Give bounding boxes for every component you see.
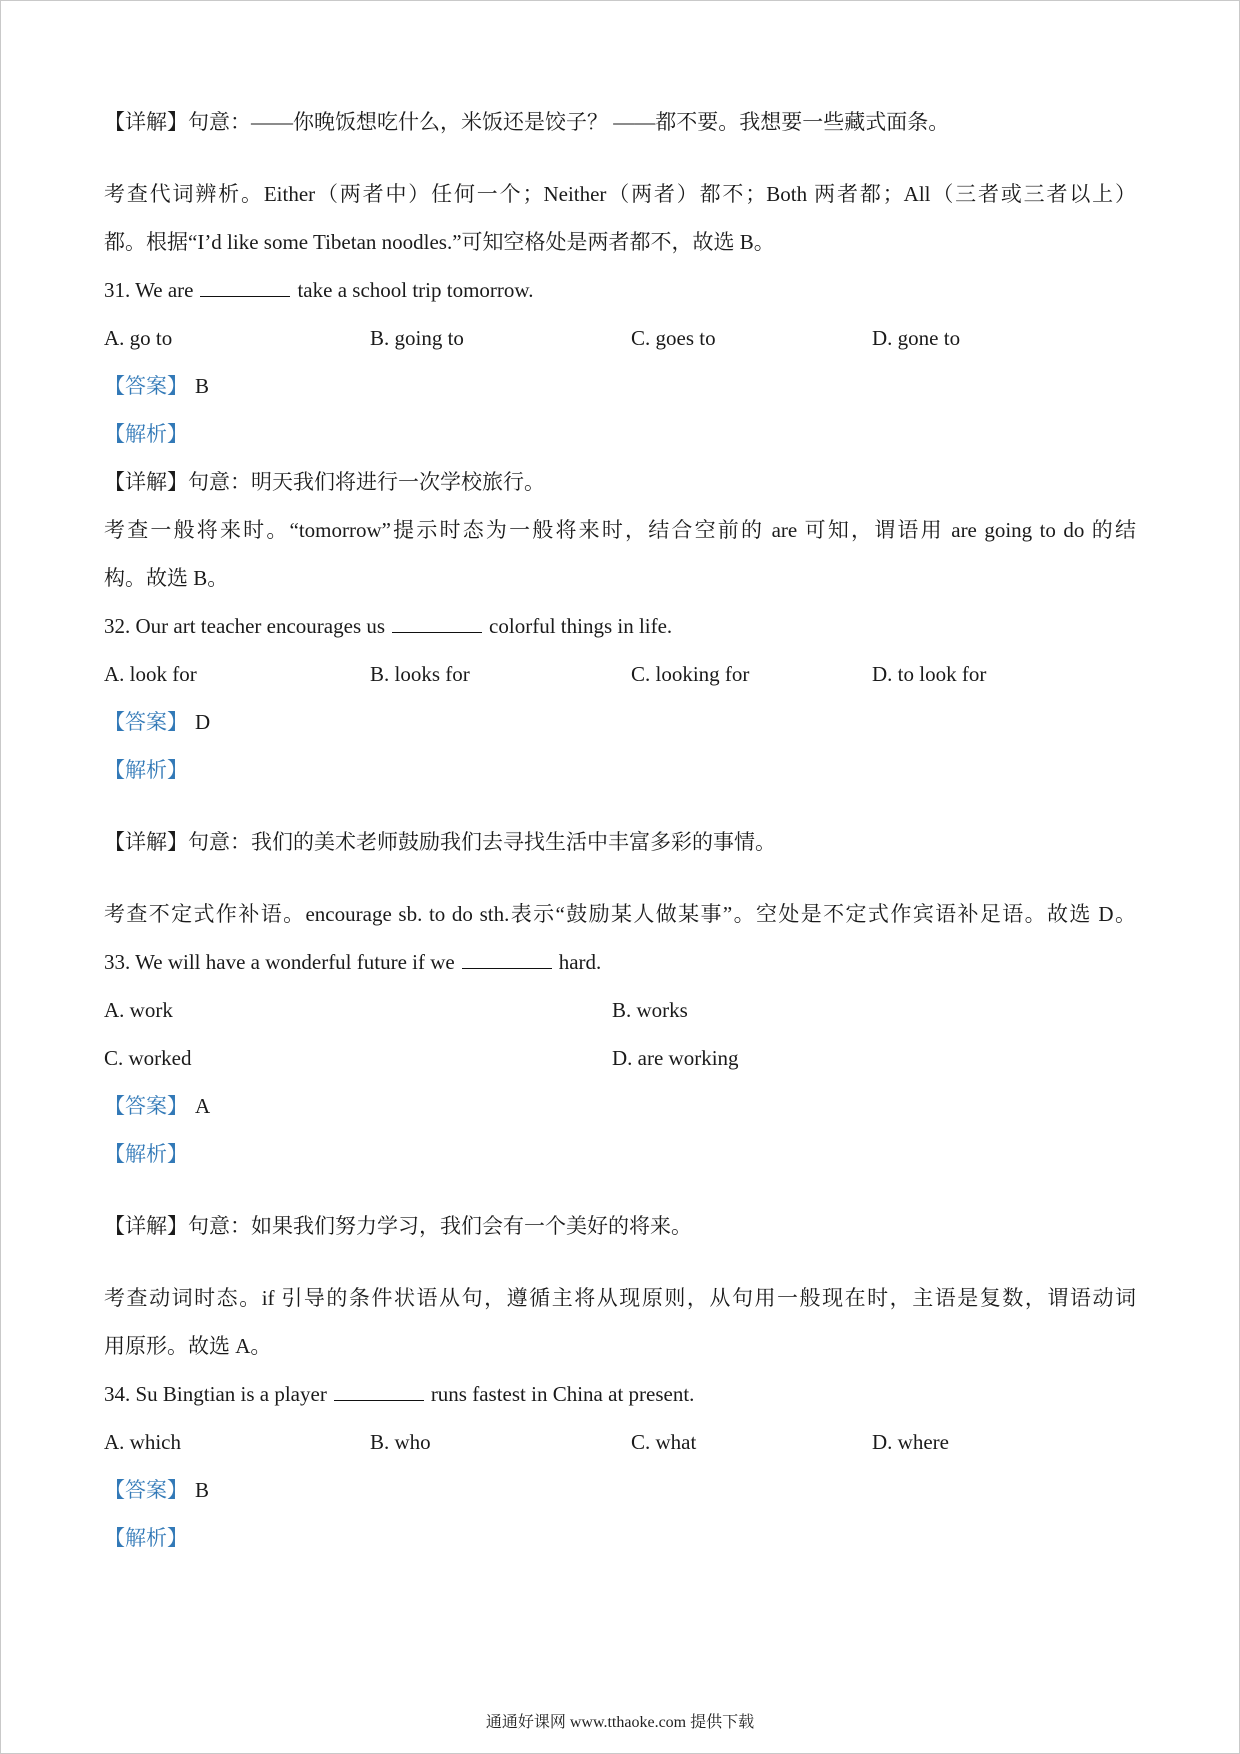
q30-comment-line-1: 考查代词辨析。Either（两者中）任何一个；Neither（两者）都不；Both 两者都；All（三者或三者以上） bbox=[104, 182, 1136, 206]
q34-answer-label: 【答案】 bbox=[104, 1478, 188, 1502]
q30-comment-line-2: 都。根据“I’d like some Tibetan noodles.”可知空格处是两者都不，故选 B。 bbox=[104, 230, 775, 254]
q33-stem-post: hard. bbox=[558, 950, 602, 974]
q33-option-a: A. work bbox=[104, 998, 173, 1022]
q31-option-b: B. going to bbox=[370, 326, 464, 350]
q31-answer-label: 【答案】 bbox=[104, 374, 188, 398]
q33-stem-pre: 33. We will have a wonderful future if we bbox=[104, 950, 455, 974]
q31-stem bbox=[104, 266, 1136, 314]
q33-stem bbox=[104, 938, 1136, 986]
q34-option-d: D. where bbox=[872, 1430, 949, 1454]
q33-comment-line-1: 考查动词时态。if 引导的条件状语从句，遵循主将从现原则，从句用一般现在时，主语是复数，谓语动词 bbox=[104, 1286, 1136, 1310]
q34-option-b: B. who bbox=[370, 1430, 431, 1454]
q31-options-row bbox=[104, 314, 1136, 362]
q32-answer-blank bbox=[392, 611, 482, 633]
q30-detail-line: 【详解】句意：——你晚饭想吃什么，米饭还是饺子？ ——都不要。我想要一些藏式面条。 bbox=[104, 110, 950, 134]
q32-analysis-line bbox=[104, 746, 1136, 794]
q31-answer-value: B bbox=[195, 374, 210, 398]
q32-option-a: A. look for bbox=[104, 662, 197, 686]
page-footer: 通通好课网 www.tthaoke.com 提供下载 bbox=[485, 1714, 755, 1731]
q32-stem-pre: 32. Our art teacher encourages us bbox=[104, 614, 386, 638]
q33-analysis-line bbox=[104, 1130, 1136, 1178]
q31-stem-pre: 31. We are bbox=[104, 278, 194, 302]
q33-option-b: B. works bbox=[612, 998, 688, 1022]
q32-answer-value: D bbox=[195, 710, 211, 734]
q33-answer-line bbox=[104, 1082, 1136, 1130]
q31-comment-line-1: 考查一般将来时。“tomorrow”提示时态为一般将来时，结合空前的 are 可知，谓语用 are going to do 的结 bbox=[104, 518, 1136, 542]
q33-options-row-1 bbox=[104, 986, 1136, 1034]
q34-answer-value: B bbox=[195, 1478, 210, 1502]
q33-answer-label: 【答案】 bbox=[104, 1094, 188, 1118]
document-content bbox=[104, 98, 1136, 1562]
q34-answer-blank bbox=[334, 1379, 424, 1401]
q31-option-d: D. gone to bbox=[872, 326, 961, 350]
q32-stem-post: colorful things in life. bbox=[489, 614, 673, 638]
q33-option-d: D. are working bbox=[612, 1046, 739, 1070]
q33-comment-line-2: 用原形。故选 A。 bbox=[104, 1334, 272, 1358]
q33-analysis-label: 【解析】 bbox=[104, 1142, 188, 1166]
q32-options-row bbox=[104, 650, 1136, 698]
q34-option-c: C. what bbox=[631, 1430, 697, 1454]
q32-stem bbox=[104, 602, 1136, 650]
q32-answer-line bbox=[104, 698, 1136, 746]
q34-stem bbox=[104, 1370, 1136, 1418]
q34-answer-line bbox=[104, 1466, 1136, 1514]
q32-option-d: D. to look for bbox=[872, 662, 987, 686]
q32-option-b: B. looks for bbox=[370, 662, 470, 686]
q33-option-c: C. worked bbox=[104, 1046, 192, 1070]
q31-option-a: A. go to bbox=[104, 326, 173, 350]
q33-options-row-2 bbox=[104, 1034, 1136, 1082]
q31-analysis-line bbox=[104, 410, 1136, 458]
q34-stem-post: runs fastest in China at present. bbox=[430, 1382, 695, 1406]
q31-answer-blank bbox=[200, 275, 290, 297]
q32-analysis-label: 【解析】 bbox=[104, 758, 188, 782]
q31-stem-post: take a school trip tomorrow. bbox=[297, 278, 534, 302]
q31-detail-line: 【详解】句意：明天我们将进行一次学校旅行。 bbox=[104, 470, 545, 494]
q34-analysis-label: 【解析】 bbox=[104, 1526, 188, 1550]
q33-detail-line: 【详解】句意：如果我们努力学习，我们会有一个美好的将来。 bbox=[104, 1214, 692, 1238]
q33-answer-blank bbox=[462, 947, 552, 969]
q34-stem-pre: 34. Su Bingtian is a player bbox=[104, 1382, 327, 1406]
q32-answer-label: 【答案】 bbox=[104, 710, 188, 734]
q32-detail-line: 【详解】句意：我们的美术老师鼓励我们去寻找生活中丰富多彩的事情。 bbox=[104, 830, 776, 854]
q33-answer-value: A bbox=[195, 1094, 211, 1118]
q31-answer-line bbox=[104, 362, 1136, 410]
q31-comment-line-2: 构。故选 B。 bbox=[104, 566, 229, 590]
q32-comment-line-1: 考查不定式作补语。encourage sb. to do sth.表示“鼓励某人做某事”。空处是不定式作宾语补足语。故选 D。 bbox=[104, 902, 1136, 926]
q34-analysis-line bbox=[104, 1514, 1136, 1562]
q31-option-c: C. goes to bbox=[631, 326, 716, 350]
q32-option-c: C. looking for bbox=[631, 662, 750, 686]
q31-analysis-label: 【解析】 bbox=[104, 422, 188, 446]
q34-option-a: A. which bbox=[104, 1430, 181, 1454]
q34-options-row bbox=[104, 1418, 1136, 1466]
